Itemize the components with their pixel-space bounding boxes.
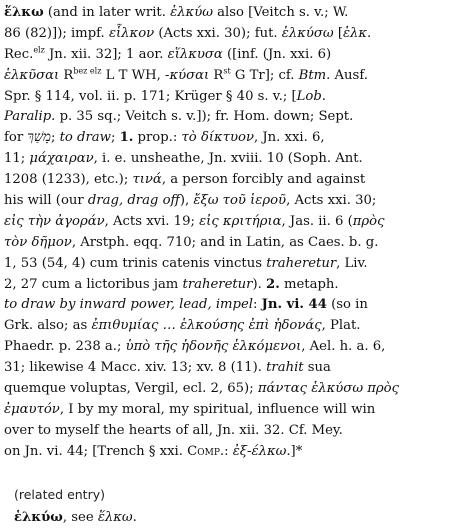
entry-text: sua xyxy=(303,360,331,376)
entry-text: מָשַׁךְ xyxy=(27,130,51,146)
entry-text: bez elz xyxy=(73,66,102,76)
entry-text: μάχαιραν xyxy=(29,151,94,167)
entry-line xyxy=(4,24,446,45)
entry-text: , Ael. h. a. 6, xyxy=(301,339,386,355)
entry-text: ἑλκῦσαι xyxy=(4,67,60,83)
entry-line xyxy=(4,212,446,233)
entry-text: εἵλκυσα xyxy=(167,46,223,62)
entry-text: (Acts xxi. 30); fut. xyxy=(154,25,282,41)
entry-line xyxy=(4,400,446,421)
entry-text: prop.: xyxy=(133,130,182,146)
entry-line xyxy=(4,107,446,128)
entry-line xyxy=(4,233,446,254)
see-end: . xyxy=(132,510,137,525)
entry-text: to draw by inward power, lead, impel xyxy=(4,297,254,313)
entry-text: 86 (82)]); impf. xyxy=(4,25,109,41)
entry-line xyxy=(4,275,446,296)
entry-text: Jn. vi. 44 xyxy=(261,297,327,313)
entry-text: ; xyxy=(110,130,120,146)
entry-text: drag, drag off xyxy=(87,193,180,209)
entry-text: Lob. xyxy=(296,88,326,104)
entry-text: τὸ δίκτυον xyxy=(181,130,254,146)
entry-text: , i. e. unsheathe, Jn. xviii. 10 (Soph. Ant. xyxy=(93,151,363,167)
entry-text: Ausf. xyxy=(330,67,368,83)
entry-text: , Liv. xyxy=(336,255,368,271)
entry-text: R xyxy=(209,67,224,83)
entry-text: , Plat. xyxy=(321,318,361,334)
entry-text: quemque voluptas, Vergil, ecl. 2, 65); xyxy=(4,381,258,397)
entry-text: elz xyxy=(33,45,45,55)
entry-text: 2. xyxy=(266,276,280,292)
entry-text: 1. xyxy=(119,130,134,146)
entry-text: Phaedr. p. 238 a.; xyxy=(4,339,126,355)
entry-text: traheretur xyxy=(182,276,253,292)
entry-text: ἐξ-έλκω xyxy=(232,443,287,459)
entry-text: , Acts xxi. 30; xyxy=(286,193,377,209)
entry-text: his will (our xyxy=(4,193,88,209)
entry-text: ὑπὸ τῆς ἡδονῆς ἑλκόμενοι xyxy=(125,339,302,355)
entry-text: : xyxy=(224,443,233,459)
entry-text: ([inf. (Jn. xxi. 6) xyxy=(222,46,332,62)
entry-line xyxy=(4,421,446,442)
entry-text: πάντας ἑλκύσω πρὸς xyxy=(257,381,400,397)
entry-line xyxy=(4,379,446,400)
see-reference xyxy=(14,510,137,525)
entry-text: ἔξω τοῦ ἱεροῦ xyxy=(193,193,287,209)
entry-text: to draw xyxy=(59,130,111,146)
entry-text: for xyxy=(4,130,28,146)
entry-text: 11; xyxy=(4,151,30,167)
related-entry-label: (related entry) xyxy=(14,487,105,502)
entry-text: , Jas. ii. 6 ( xyxy=(281,213,353,229)
entry-text: , Arstph. eqq. 710; and in Latin, as Caes. b. g. xyxy=(71,234,379,250)
entry-text: Rec. xyxy=(4,46,34,62)
entry-text: , Jn. xxi. 6, xyxy=(253,130,325,146)
entry-text: 2, 27 cum a lictoribus jam xyxy=(4,276,183,292)
entry-line xyxy=(4,191,446,212)
see-target-link[interactable]: ἕλκω xyxy=(97,510,133,525)
lexicon-entry xyxy=(4,3,446,463)
entry-text: ἑλκύσω xyxy=(281,25,334,41)
entry-text: ἑλκύω xyxy=(170,5,213,20)
entry-text: .]* xyxy=(286,443,303,459)
entry-text: trahit xyxy=(266,360,304,376)
entry-text: Spr. § 114, vol. ii. p. 171; Krüger § 40 s. v.; [ xyxy=(4,88,297,104)
entry-text: εἰς τὴν ἀγοράν xyxy=(4,213,105,229)
entry-text: G Tr]; cf. xyxy=(230,67,299,83)
entry-text: : xyxy=(253,297,262,313)
entry-text: Paralip. xyxy=(4,109,56,125)
entry-text: Jn. xii. 32]; 1 aor. xyxy=(44,46,168,62)
entry-text: (and in later writ. xyxy=(43,5,171,20)
entry-text: τὸν δῆμον xyxy=(4,234,72,250)
entry-text: 1208 (1233), etc.); xyxy=(4,172,133,188)
entry-line xyxy=(4,45,446,66)
entry-line xyxy=(4,254,446,275)
entry-text: also [Veitch s. v.; W. xyxy=(212,5,349,20)
see-headword: ἑλκύω xyxy=(14,510,63,525)
entry-line xyxy=(4,295,446,316)
entry-text: ἐμαυτόν xyxy=(4,401,60,417)
entry-text: traheretur xyxy=(266,255,337,271)
entry-line xyxy=(4,170,446,191)
entry-text: ). xyxy=(252,276,267,292)
entry-text: p. 35 sq.; Veitch s. v.]); fr. Hom. down; Sept. xyxy=(55,109,354,125)
entry-line xyxy=(4,149,446,170)
entry-text: εἰς κριτήρια xyxy=(199,213,282,229)
entry-text: ἕλκω xyxy=(4,5,44,20)
entry-text: Grk. also; as xyxy=(4,318,92,334)
see-text: , see xyxy=(62,510,98,525)
entry-text: τινά xyxy=(132,172,162,188)
entry-text: , a person forcibly and against xyxy=(161,172,366,188)
entry-text: -κύσαι xyxy=(165,67,210,83)
entry-text: [ xyxy=(333,25,343,41)
entry-text: ), xyxy=(179,193,194,209)
entry-line xyxy=(4,316,446,337)
entry-line xyxy=(4,358,446,379)
entry-text: st xyxy=(223,66,231,76)
entry-text: L T WH, xyxy=(101,67,166,83)
entry-text: Btm. xyxy=(298,67,331,83)
entry-line xyxy=(4,337,446,358)
entry-text: 31; likewise 4 Macc. xiv. 13; xv. 8 (11). xyxy=(4,360,267,376)
entry-line xyxy=(4,3,446,24)
entry-line xyxy=(4,66,446,87)
entry-text: over to myself the hearts of all, Jn. xii. 32. Cf. Mey. xyxy=(4,422,343,438)
entry-text: metaph. xyxy=(279,276,339,292)
entry-text: R xyxy=(59,67,74,83)
entry-text: , I by my moral, my spiritual, influence will win xyxy=(59,401,376,417)
entry-text: ἐπιθυμίας … ἑλκούσης ἐπὶ ἡδονάς xyxy=(91,318,322,334)
entry-text: εἷλκον xyxy=(108,25,155,41)
entry-text: on Jn. vi. 44; [Trench § xxi. xyxy=(4,443,188,459)
entry-text: , Acts xvi. 19; xyxy=(104,213,200,229)
entry-line xyxy=(4,87,446,108)
entry-text: πρὸς xyxy=(352,213,385,229)
entry-line xyxy=(4,442,446,463)
entry-text: ; xyxy=(50,130,60,146)
entry-line xyxy=(4,128,446,149)
entry-text: Comp. xyxy=(187,443,225,459)
entry-text: (so in xyxy=(326,297,368,313)
entry-text: 1, 53 (54, 4) cum trinis catenis vinctus xyxy=(4,255,267,271)
entry-text: ἑλκ. xyxy=(342,25,372,41)
